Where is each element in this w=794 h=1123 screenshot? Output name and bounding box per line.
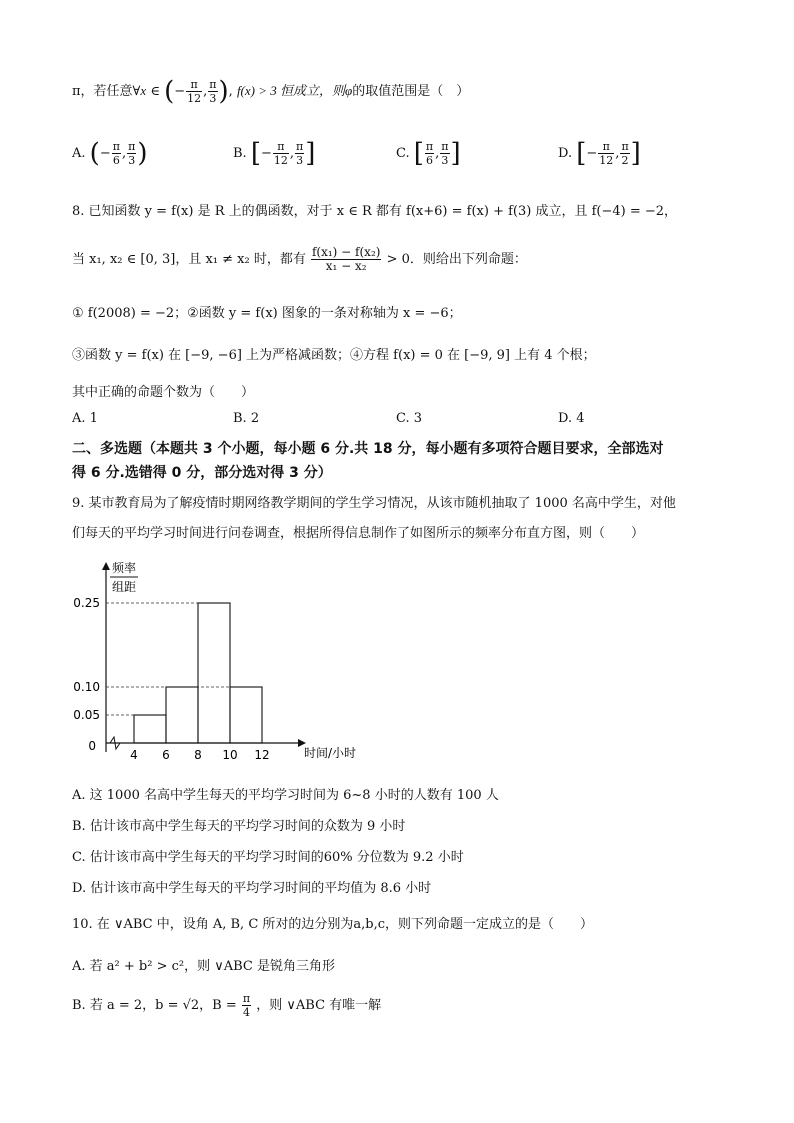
- q7-phi: φ: [345, 83, 353, 98]
- q7-in: ∈: [150, 84, 160, 99]
- xtick-label-12: 12: [254, 748, 270, 762]
- q7-text-d: f(x) > 3 恒成立，则: [236, 83, 346, 98]
- ylabel-bottom: 组距: [112, 580, 137, 594]
- xtick-label-8: 8: [194, 748, 202, 762]
- q9-option-d: D. 估计该市高中学生每天的平均学习时间的平均值为 8.6 小时: [72, 881, 432, 896]
- ylabel-top: 频率: [112, 561, 137, 575]
- q7-continuation: π，若任意∀x ∈ (− $\frac{\pi}{12}$ , $\frac{\pi}{3}$ ), f(x) > 3 恒成立，则φ的取值范围是（ ）: [72, 76, 470, 107]
- q8-fraction: $\frac{\text{f(x₁) − f(x₂)}}{\text{x₁ − x₂}}$: [311, 245, 381, 273]
- q8-stem-line1: 8. 已知函数 y = f(x) 是 R 上的偶函数，对于 x ∈ R 都有 f(x+6) = f(x) + f(3) 成立，且 f(−4) = −2，: [72, 204, 678, 219]
- ytick-label-0.10: 0.10: [73, 680, 100, 694]
- q7-option-a: A. (− $\frac{\pi}{6}$ , $\frac{\pi}{3}$ ): [72, 138, 148, 169]
- q8-option-b: B. 2: [233, 411, 260, 426]
- q7-text-e: 的取值范围是（ ）: [352, 84, 470, 99]
- q10-stem: 10. 在 ∨ABC 中，设角 A, B, C 所对的边分别为a,b,c，则下列命题一定成立的是（ ）: [72, 917, 594, 932]
- ytick-label-0.05: 0.05: [73, 708, 100, 722]
- xtick-label-10: 10: [222, 748, 238, 762]
- q9-option-c: C. 估计该市高中学生每天的平均学习时间的60% 分位数为 9.2 小时: [72, 850, 464, 865]
- q9-stem-line1: 9. 某市教育局为了解疫情时期网络教学期间的学生学习情况，从该市随机抽取了 1000 名高中学生，对他: [72, 496, 676, 511]
- q10-option-a: A. 若 a² + b² > c²，则 ∨ABC 是锐角三角形: [72, 959, 335, 974]
- ytick-label-0.25: 0.25: [73, 596, 100, 610]
- y-axis-arrow: [102, 562, 110, 570]
- q8-option-c: C. 3: [396, 411, 423, 426]
- q8-stem-line2: 当 x₁, x₂ ∈ [0, 3]，且 x₁ ≠ x₂ 时，都有 $\frac{\text{f(x₁) − f(x₂)}}{\text{x₁ − x₂}}$ > 0．则给出下列命题：: [72, 245, 527, 273]
- q7-option-c: C. [ $\frac{\pi}{6}$ , $\frac{\pi}{3}$ ]: [396, 138, 461, 169]
- q9-stem-line2: 们每天的平均学习时间进行问卷调查，根据所得信息制作了如图所示的频率分布直方图，则（ ）: [72, 526, 645, 541]
- q8-option-d: D. 4: [558, 411, 585, 426]
- q10-option-b: B. 若 a = 2，b = √2，B = $\frac{\pi}{4}$ ，则 ∨ABC 有唯一解: [72, 992, 382, 1019]
- q7-text-a: π，若任意∀: [72, 84, 141, 99]
- histogram-chart: [70, 556, 357, 766]
- origin-label: 0: [88, 739, 96, 753]
- q9-option-b: B. 估计该市高中学生每天的平均学习时间的众数为 9 小时: [72, 819, 406, 834]
- histogram-bar-6-8: [166, 687, 198, 743]
- histogram-bar-8-10: [198, 603, 230, 743]
- q7-var-x: x: [140, 83, 147, 98]
- xtick-label-4: 4: [130, 748, 138, 762]
- q9-option-a: A. 这 1000 名高中学生每天的平均学习时间为 6~8 小时的人数有 100 人: [72, 788, 499, 803]
- q8-question: 其中正确的命题个数为（ ）: [72, 385, 255, 400]
- q7-interval-lo: $\frac{\pi}{12}$: [187, 78, 202, 105]
- q7-option-b: B. [− $\frac{\pi}{12}$ , $\frac{\pi}{3}$ ]: [233, 138, 316, 169]
- xlabel: 时间/小时: [304, 746, 357, 760]
- xtick-label-6: 6: [162, 748, 170, 762]
- q8-propositions-2: ③函数 y = f(x) 在 [−9, −6] 上为严格减函数；④方程 f(x) = 0 在 [−9, 9] 上有 4 个根；: [72, 348, 596, 363]
- q7-interval-hi: $\frac{\pi}{3}$: [209, 78, 217, 105]
- section-heading-line1: 二、多选题（本题共 3 个小题，每小题 6 分.共 18 分，每小题有多项符合题目要求，全部选对: [72, 441, 664, 457]
- q7-option-d: D. [− $\frac{\pi}{12}$ , $\frac{\pi}{2}$ ]: [558, 138, 641, 169]
- q10-fraction: $\frac{\pi}{4}$: [242, 992, 251, 1019]
- histogram-bar-10-12: [230, 687, 262, 743]
- histogram-bar-4-6: [134, 715, 166, 743]
- q8-propositions-1: ① f(2008) = −2；②函数 y = f(x) 图象的一条对称轴为 x = −6；: [72, 306, 462, 321]
- section-heading-line2: 得 6 分.选错得 0 分，部分选对得 3 分）: [72, 465, 332, 481]
- q8-option-a: A. 1: [72, 411, 98, 426]
